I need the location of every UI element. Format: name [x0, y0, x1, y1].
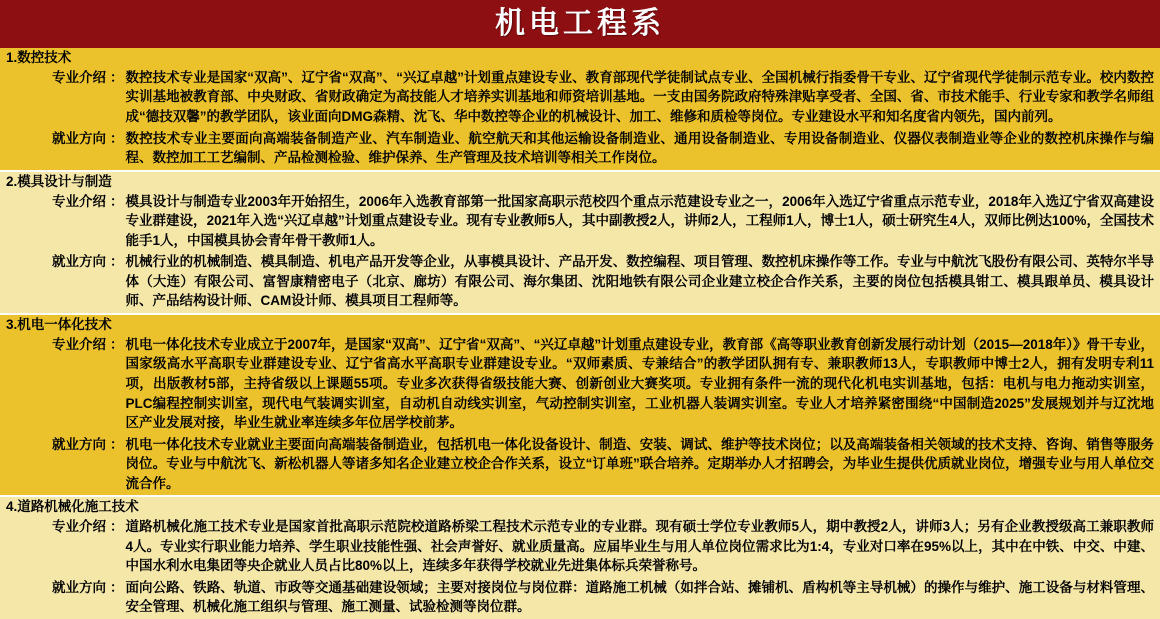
section-intro-row — [0, 68, 1160, 129]
page-header — [0, 0, 1160, 48]
row-label-employment: 就业方向 — [52, 436, 106, 452]
section-mechatronics — [0, 315, 1160, 497]
section-employment-text: 数控技术专业主要面向高端装备制造产业、汽车制造业、航空航天和其他运输设备制造业、通用设备制造业、专用设备制造业、仪器仪表制造业等企业的数控机床操作与编程、数控加工工艺编制、产品检测检验、维护保养、生产管理及技术培训等相关工作岗位。 — [125, 130, 1154, 166]
section-intro-text: 数控技术专业是国家“双高”、辽宁省“双高”、“兴辽卓越”计划重点建设专业、教育部现代学徒制试点专业、全国机械行指委骨干专业、辽宁省现代学徒制示范专业。校内数控实训基地被教育部、中央财政、省财政确定为高技能人才培养实训基地和师资培训基地。一支由国务院政府特殊津贴享受者、全国、省、市技术能手、行业专家和教学名师组成“德技双馨”的教学团队，该业面向DMG森精、沈飞、华中数控等企业的机械设计、加工、维修和质检等岗位。专业建设水平和知名度省内领先，国内前列。 — [125, 69, 1154, 124]
section-intro-row — [0, 335, 1160, 435]
row-label-intro: 专业介绍 — [52, 193, 106, 209]
content-area — [0, 48, 1160, 619]
section-title: 1.数控技术 — [6, 50, 72, 65]
row-colon: ： — [110, 519, 124, 535]
section-employment-row — [0, 252, 1160, 313]
row-label-intro: 专业介绍 — [52, 519, 106, 535]
row-label-employment: 就业方向 — [52, 579, 106, 595]
section-employment-row — [0, 578, 1160, 619]
row-colon: ： — [110, 130, 124, 146]
section-title: 4.道路机械化施工技术 — [6, 499, 139, 515]
section-road-machinery — [0, 497, 1160, 619]
section-employment-row — [0, 435, 1160, 496]
row-colon: ： — [110, 254, 124, 270]
row-colon: ： — [110, 336, 124, 352]
row-label-intro: 专业介绍 — [52, 69, 106, 85]
section-intro-text: 模具设计与制造专业2003年开始招生，2006年入选教育部第一批国家高职示范校四个重点示范建设专业之一，2006年入选辽宁省重点示范专业，2018年入选辽宁省双高建设专业群建设，2021年入选“兴辽卓越”计划重点建设专业。现有专业教师5人，其中副教授2人，讲师2人，工程师1人，博士1人，硕士研究生4人，双师比例达100%，全国技术能手1人，中国模具协会青年骨干教师1人。 — [125, 193, 1154, 248]
section-intro-text: 道路机械化施工技术专业是国家首批高职示范院校道路桥梁工程技术示范专业的专业群。现有硕士学位专业教师5人，期中教授2人，讲师3人；另有企业教授级高工兼职教师4人。专业实行职业能力培养、学生职业技能性强、社会声誉好、就业质量高。应届毕业生与用人单位岗位需求比为1:4，专业对口率在95%以上，其中在中铁、中交、中建、中国水利水电集团等央企就业人员占比80%以上，连续多年获得学校就业先进集体标兵荣誉称号。 — [125, 519, 1154, 574]
page-title: 机电工程系 — [495, 7, 665, 40]
row-colon: ： — [110, 69, 124, 85]
section-numerical-control — [0, 48, 1160, 172]
section-intro-text: 机电一体化技术专业成立于2007年，是国家“双高”、辽宁省“双高”、“兴辽卓越”计划重点建设专业，教育部《高等职业教育创新发展行动计划（2015—2018年）》骨干专业，国家级高水平高职专业群建设专业、辽宁省高水平高职专业群建设专业。“双师素质、专兼结合”的教学团队拥有专、兼职教师13人，专职教师中博士2人，拥有发明专利11项，出版教材5部，主持省级以上课题55项。专业多次获得省级技能大赛、创新创业大赛奖项。专业拥有条件一流的现代化机电实训基地，包括：电机与电力拖动实训室，PLC编程控制实训室，现代电气装调实训室，自动机自动线实训室，气动控制实训室，工业机器人装调实训室。专业人才培养紧密围绕“中国制造2025”发展规划并与辽沈地区产业发展对接，毕业生就业率连续多年位居学校前茅。 — [125, 336, 1154, 431]
section-employment-text: 机械行业的机械制造、模具制造、机电产品开发等企业，从事模具设计、产品开发、数控编程、项目管理、数控机床操作等工作。专业与中航沈飞股份有限公司、英特尔半导体（大连）有限公司、富智康精密电子（北京、廊坊）有限公司、海尔集团、沈阳地铁有限公司企业建立校企合作关系，主要的岗位包括模具钳工、模具跟单员、模具设计师、产品结构设计师、CAM设计师、模具项目工程师等。 — [125, 254, 1154, 309]
section-title: 3.机电一体化技术 — [6, 316, 112, 332]
section-intro-row — [0, 192, 1160, 253]
row-label-employment: 就业方向 — [52, 130, 106, 146]
section-employment-text: 机电一体化技术专业就业主要面向高端装备制造业，包括机电一体化设备设计、制造、安装、调试、维护等技术岗位；以及高端装备相关领域的技术支持、咨询、销售等服务岗位。专业与中航沈飞、新松机器人等诸多知名企业建立校企合作关系，设立“订单班”联合培养。定期举办人才招聘会，为毕业生提供优质就业岗位，增强专业与用人单位交流合作。 — [125, 436, 1154, 491]
section-mold-design — [0, 172, 1160, 315]
row-colon: ： — [110, 579, 124, 595]
section-title: 2.模具设计与制造 — [6, 173, 112, 189]
section-employment-row — [0, 129, 1160, 170]
row-label-intro: 专业介绍 — [52, 336, 106, 352]
row-colon: ： — [110, 193, 124, 209]
section-intro-row — [0, 517, 1160, 578]
section-employment-text: 面向公路、铁路、轨道、市政等交通基础建设领域；主要对接岗位与岗位群：道路施工机械（如拌合站、摊铺机、盾构机等主导机械）的操作与维护、施工设备与材料管理、安全管理、机械化施工组织与管理、施工测量、试验检测等岗位群。 — [125, 579, 1154, 615]
row-colon: ： — [110, 436, 124, 452]
row-label-employment: 就业方向 — [52, 254, 106, 270]
